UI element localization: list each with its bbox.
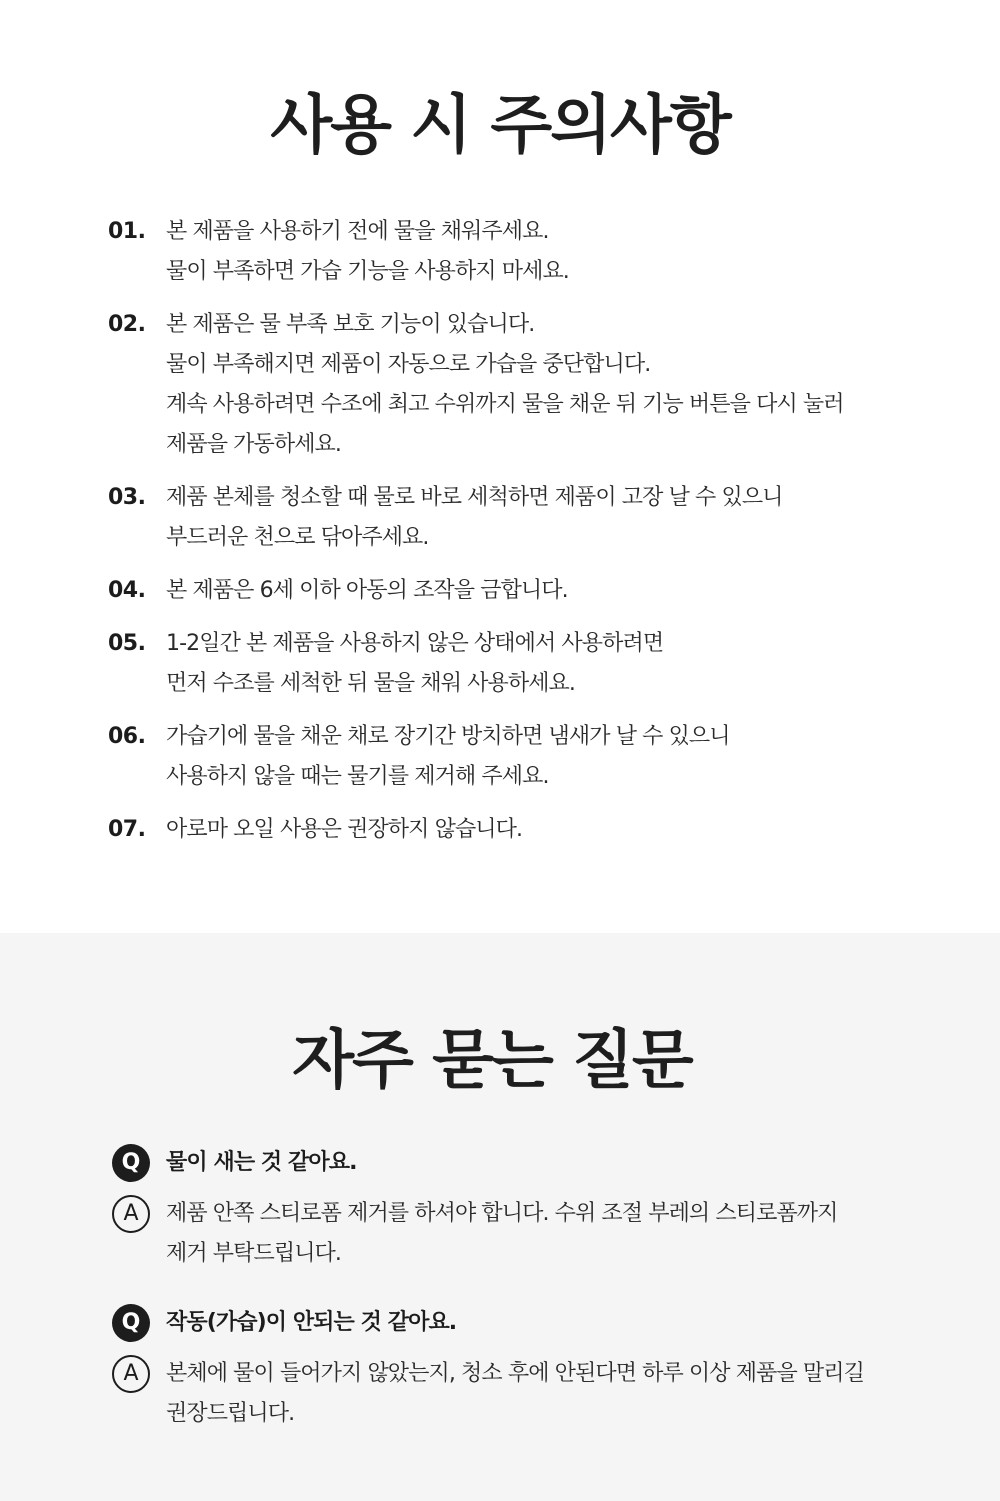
- caution-line: 1-2일간 본 제품을 사용하지 않은 상태에서 사용하려면: [166, 631, 664, 656]
- answer-line: 권장드립니다.: [166, 1401, 295, 1426]
- faq-item: [112, 1303, 972, 1434]
- caution-number: 03.: [108, 485, 146, 510]
- faq-section: [0, 933, 1000, 1501]
- caution-item: [108, 478, 948, 558]
- caution-line: 물이 부족해지면 제품이 자동으로 가습을 중단합니다.: [166, 352, 651, 377]
- question-icon: Q: [112, 1304, 150, 1342]
- caution-item: [108, 212, 948, 292]
- caution-line: 사용하지 않을 때는 물기를 제거해 주세요.: [166, 764, 549, 789]
- answer-icon: A: [112, 1355, 150, 1393]
- caution-line: 물이 부족하면 가습 기능을 사용하지 마세요.: [166, 259, 569, 284]
- faq-item: [112, 1143, 972, 1274]
- caution-item: [108, 571, 948, 611]
- question-icon: Q: [112, 1144, 150, 1182]
- caution-item: [108, 305, 948, 465]
- caution-list: [108, 212, 948, 863]
- caution-item: [108, 810, 948, 850]
- caution-number: 01.: [108, 219, 146, 244]
- answer-line: 본체에 물이 들어가지 않았는지, 청소 후에 안된다면 하루 이상 제품을 말리길: [166, 1361, 864, 1386]
- answer-line: 제거 부탁드립니다.: [166, 1241, 342, 1266]
- caution-line: 계속 사용하려면 수조에 최고 수위까지 물을 채운 뒤 기능 버튼을 다시 눌러: [166, 392, 844, 417]
- caution-line: 본 제품은 6세 이하 아동의 조작을 금합니다.: [166, 578, 568, 603]
- caution-line: 가습기에 물을 채운 채로 장기간 방치하면 냄새가 날 수 있으니: [166, 724, 730, 749]
- question-text: 물이 새는 것 같아요.: [166, 1150, 357, 1175]
- caution-line: 본 제품은 물 부족 보호 기능이 있습니다.: [166, 312, 535, 337]
- caution-line: 아로마 오일 사용은 권장하지 않습니다.: [166, 817, 523, 842]
- caution-title: 사용 시 주의사항: [270, 89, 730, 163]
- question-row: [112, 1143, 972, 1183]
- caution-line: 제품을 가동하세요.: [166, 432, 342, 457]
- caution-number: 07.: [108, 817, 146, 842]
- caution-line: 제품 본체를 청소할 때 물로 바로 세척하면 제품이 고장 날 수 있으니: [166, 485, 783, 510]
- caution-number: 04.: [108, 578, 146, 603]
- caution-line: 본 제품을 사용하기 전에 물을 채워주세요.: [166, 219, 549, 244]
- faq-title: 자주 묻는 질문: [292, 1024, 692, 1098]
- question-row: [112, 1303, 972, 1343]
- caution-number: 02.: [108, 312, 146, 337]
- answer-line: 제품 안쪽 스티로폼 제거를 하셔야 합니다. 수위 조절 부레의 스티로폼까지: [166, 1201, 838, 1226]
- caution-number: 06.: [108, 724, 146, 749]
- caution-number: 05.: [108, 631, 146, 656]
- answer-row: [112, 1194, 972, 1274]
- caution-line: 부드러운 천으로 닦아주세요.: [166, 525, 429, 550]
- caution-item: [108, 624, 948, 704]
- caution-item: [108, 717, 948, 797]
- question-text: 작동(가습)이 안되는 것 같아요.: [166, 1310, 457, 1335]
- answer-icon: A: [112, 1195, 150, 1233]
- answer-row: [112, 1354, 972, 1434]
- caution-line: 먼저 수조를 세척한 뒤 물을 채워 사용하세요.: [166, 671, 575, 696]
